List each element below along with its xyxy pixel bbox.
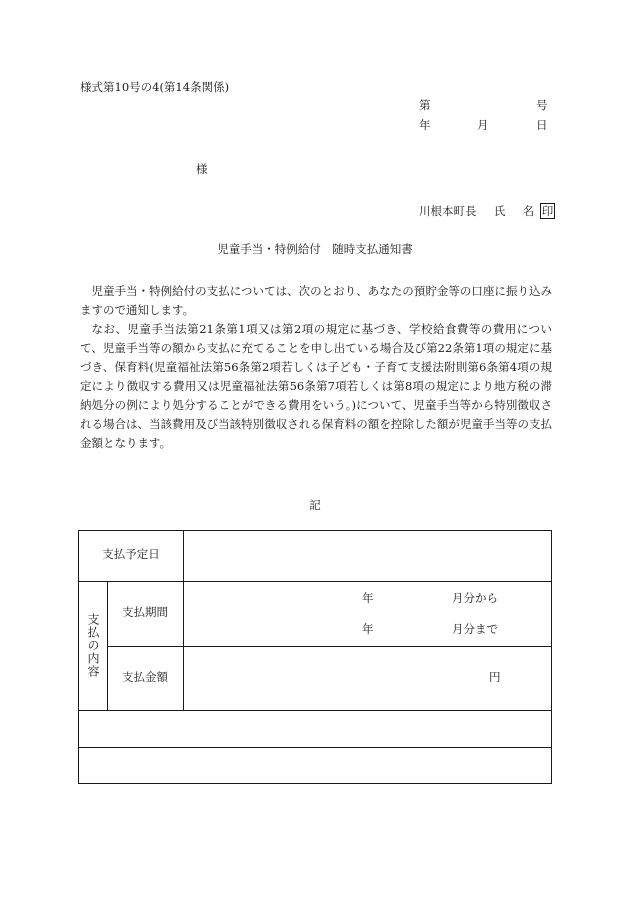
period-from-year: 年 <box>362 591 374 605</box>
ki-label: 記 <box>309 498 321 512</box>
form-number: 様式第10号の4(第14条関係) <box>80 80 230 94</box>
date-month: 月 <box>477 118 489 132</box>
table-rule <box>79 581 551 582</box>
period-to-month: 月分まで <box>452 622 498 636</box>
doc-number-prefix: 第 <box>419 98 431 112</box>
amount-unit: 円 <box>489 670 501 684</box>
table-rule <box>107 581 108 710</box>
table-rule <box>107 646 551 647</box>
seal-mark: 印 <box>541 204 554 218</box>
scheduled-date-label: 支払予定日 <box>102 547 160 561</box>
payment-content-label: 支払の内容 <box>86 613 100 678</box>
date-day: 日 <box>536 118 548 132</box>
payment-amount-label: 支払金額 <box>122 670 168 684</box>
date-year: 年 <box>419 118 431 132</box>
period-from-month: 月分から <box>452 591 498 605</box>
payment-table <box>78 530 552 784</box>
sender-block <box>419 203 555 219</box>
payment-period-label: 支払期間 <box>122 605 168 619</box>
body-paragraph-2: なお、児童手当法第21条第1項又は第2項の規定に基づき、学校給食費等の費用について、児童手当等の額から支払に充てることを申し出ている場合及び第22条第1項の規定に基づき、保育料(児童福祉法第56条第2項若しくは子ども・子育て支援法附則第6条第4項の規定により徴収する費用又は児童福祉法第56条第7項若しくは第8項の規定により地方税の滞納処分の例により処分することができる費用をいう。)について、児童手当等から特別徴収される場合は、当該費用及び当該特別徴収される保育料の額を控除した額が児童手当等の支払金額となります。 <box>80 322 552 450</box>
table-rule <box>183 531 184 710</box>
table-rule <box>79 747 551 748</box>
document-title: 児童手当・特例給付 随時支払通知書 <box>217 242 413 256</box>
body-paragraph-1: 児童手当・特例給付の支払については、次のとおり、あなたの預貯金等の口座に振り込みますので通知します。 <box>80 284 552 317</box>
addressee-honorific: 様 <box>196 162 208 176</box>
name-label-2: 名 <box>522 204 535 218</box>
table-rule <box>79 710 551 711</box>
period-to-year: 年 <box>362 622 374 636</box>
sender-title: 川根本町長 <box>419 204 477 218</box>
doc-number-suffix: 号 <box>536 98 548 112</box>
name-label-1: 氏 <box>493 204 506 218</box>
